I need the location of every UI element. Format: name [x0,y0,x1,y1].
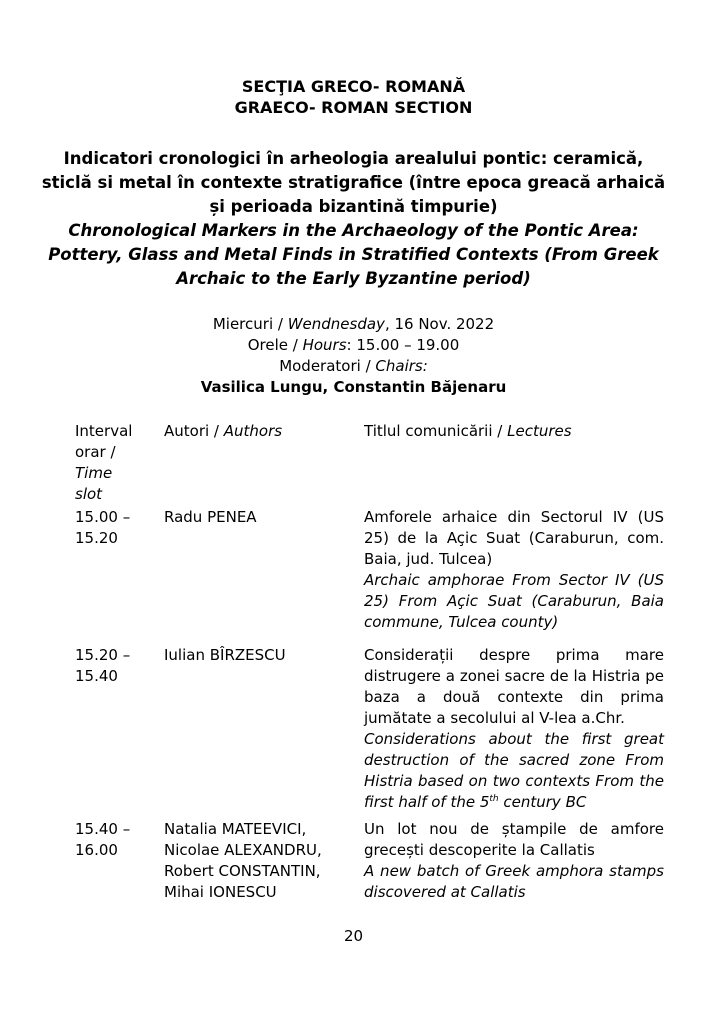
author-name: Iulian BÎRZESCU [164,646,286,664]
section-heading [0,76,707,118]
lecture-title-en [364,729,664,813]
session-title-en: Chronological Markers in the Archaeology of the Pontic Area: Pottery, Glass and Metal Finds in Stratified Contexts (From Greek Archaic to the Early Byzantine period) [48,221,659,288]
header-authors [164,421,354,442]
header-time-ro: Interval orar / [75,422,133,461]
session-title-ro: Indicatori cronologici în arheologia arealului pontic: ceramică, sticlă si metal în contexte stratigrafice (între epoca greacă arhaică și perioada bizantină timpurie) [41,149,666,216]
row-time: 15.20 – 15.40 [75,646,131,685]
lecture-title-ro: Un lot nou de ștampile de amfore grecești descoperite la Callatis [364,820,664,859]
header-lectures-ro: Titlul comunicării / [364,422,508,440]
page-number: 20 [343,927,364,945]
header-lectures [364,421,664,442]
chairs-label-en: Chairs: [375,357,428,375]
row-time: 15.00 – 15.20 [75,508,131,547]
lecture-title-ro: Considerații despre prima mare distrugere a zonei sacre de la Histria pe baza a două contexte din prima jumătate a secolului al V-lea a.Chr. [364,646,664,727]
lecture-title-en: A new batch of Greek amphora stamps discovered at Callatis [364,862,664,901]
hours-value: : 15.00 – 19.00 [346,336,460,354]
lecture-title-en-text: Considerations about the first great destruction of the sacred zone From Histria based on two contexts From the first half of the 5 [364,730,664,811]
row-lecture [364,645,664,813]
row-authors [164,819,354,903]
day-label-en: Wendnesday [287,315,385,333]
row-lecture [364,819,664,903]
header-time-en: Time slot [75,464,113,503]
session-date [0,314,707,335]
lecture-title-en-tail: century BC [498,793,587,811]
author-name: Radu PENEA [164,508,257,526]
section-title-ro: SECŢIA GRECO- ROMANĂ [241,77,466,96]
chairs-names: Vasilica Lungu, Constantin Băjenaru [200,378,507,396]
author-name: Mihai IONESCU [164,883,277,901]
author-name: Robert CONSTANTIN, [164,862,321,880]
day-label-ro: Miercuri / [212,315,288,333]
hours-label-ro: Orele / [247,336,303,354]
header-authors-ro: Autori / [164,422,224,440]
author-name: Natalia MATEEVICI, [164,820,307,838]
header-time-slot [75,421,153,505]
ordinal-suffix: th [489,794,499,804]
lecture-title-ro: Amforele arhaice din Sectorul IV (US 25) de la Açic Suat (Caraburun, com. Baia, jud. Tulcea) [364,508,664,568]
session-meta [0,314,707,398]
header-lectures-en: Lectures [507,422,572,440]
session-hours [0,335,707,356]
hours-label-en: Hours [302,336,347,354]
row-lecture [364,507,664,633]
chairs-label-ro: Moderatori / [279,357,376,375]
lecture-title-en: Archaic amphorae From Sector IV (US 25) From Açic Suat (Caraburun, Baia commune, Tulcea county) [364,571,664,631]
session-chairs-label [0,356,707,377]
date-value: , 16 Nov. 2022 [384,315,495,333]
author-name: Nicolae ALEXANDRU, [164,841,322,859]
row-authors [164,507,354,528]
session-title [40,147,667,291]
row-time: 15.40 – 16.00 [75,820,131,859]
header-authors-en: Authors [223,422,283,440]
section-title-en: GRAECO- ROMAN SECTION [234,98,473,117]
row-authors [164,645,354,666]
